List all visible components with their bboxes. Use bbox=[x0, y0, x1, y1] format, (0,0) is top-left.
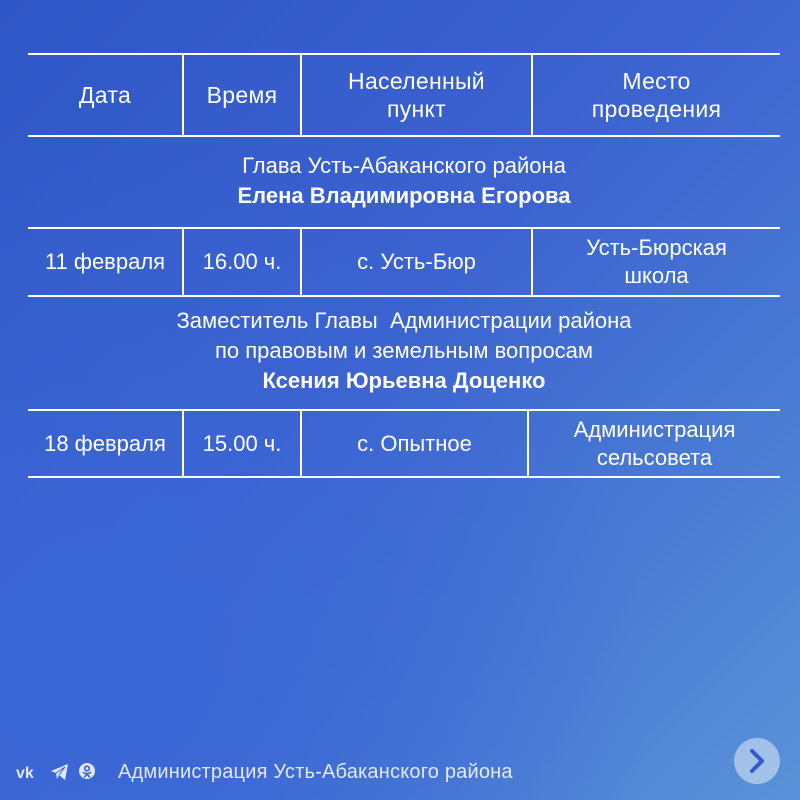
row2-time: 15.00 ч. bbox=[202, 430, 282, 456]
official-title-line1: Заместитель Главы Администрации района bbox=[176, 308, 632, 333]
row1-venue: Усть-Бюрская школа bbox=[586, 235, 727, 288]
row2-date: 18 февраля bbox=[44, 430, 166, 456]
row1-date: 11 февраля bbox=[44, 249, 166, 274]
row2-venue: Администрация сельсовета bbox=[573, 416, 736, 470]
row1-settlement: с. Усть-Бюр bbox=[357, 249, 476, 274]
odnoklassniki-icon[interactable] bbox=[78, 762, 96, 782]
section-official-2 bbox=[28, 306, 780, 396]
vk-icon[interactable] bbox=[16, 764, 42, 780]
row1-bottom-border bbox=[28, 295, 780, 297]
header-date: Дата bbox=[78, 82, 132, 108]
row2-settlement: с. Опытное bbox=[357, 430, 472, 456]
official-title-line2: по правовым и земельным вопросам bbox=[214, 338, 594, 363]
footer bbox=[16, 758, 513, 786]
official-title: Глава Усть-Абаканского района bbox=[242, 153, 566, 178]
row1-time: 16.00 ч. bbox=[202, 249, 282, 274]
header-time: Время bbox=[206, 82, 278, 108]
row2-bottom-border bbox=[28, 476, 780, 478]
header-venue: Место проведения bbox=[591, 68, 722, 122]
section-official-1 bbox=[28, 151, 780, 211]
official-name: Елена Владимировна Егорова bbox=[237, 183, 571, 208]
header-settlement: Населенный пункт bbox=[348, 68, 485, 122]
svg-text:vk: vk bbox=[16, 765, 34, 780]
telegram-icon[interactable] bbox=[50, 763, 70, 781]
next-slide-button[interactable] bbox=[734, 738, 780, 784]
official-name: Ксения Юрьевна Доценко bbox=[262, 368, 546, 393]
chevron-right-icon bbox=[746, 748, 768, 774]
header-bottom-border bbox=[28, 135, 780, 137]
footer-organization: Администрация Усть-Абаканского района bbox=[118, 760, 513, 783]
